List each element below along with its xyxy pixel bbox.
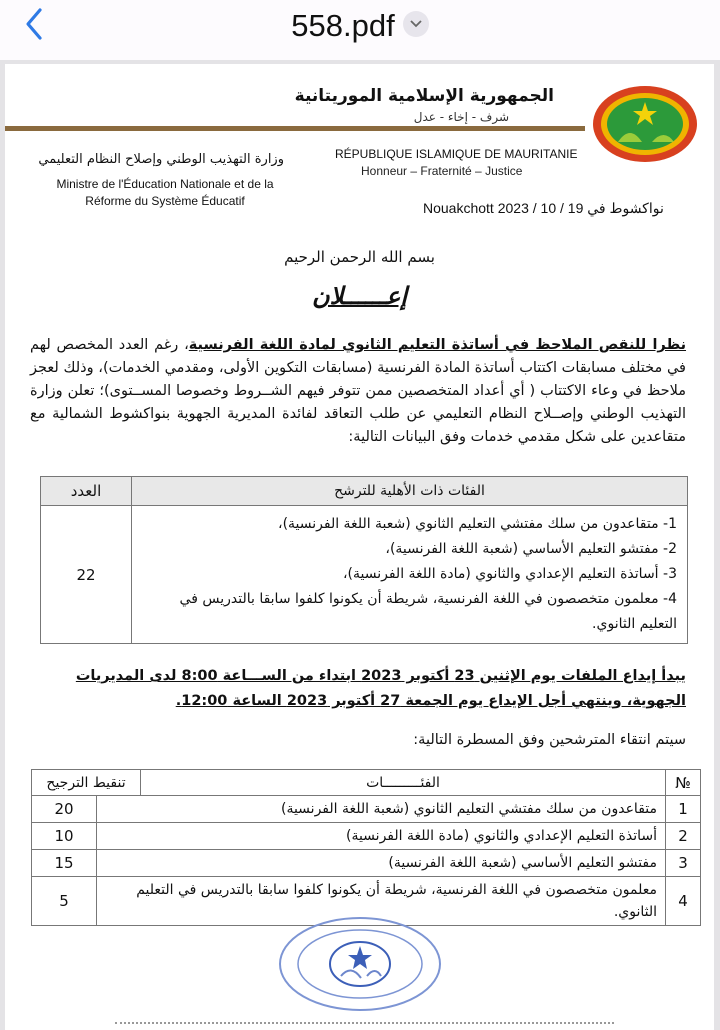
- ministry-fr-line2: Réforme du Système Éducatif: [85, 194, 245, 208]
- document-viewport[interactable]: [0, 60, 720, 1030]
- row-category: متقاعدون من سلك مفتشي التعليم الثانوي (شعبة اللغة الفرنسية): [97, 796, 666, 823]
- signature-line: [115, 1022, 614, 1024]
- header-count: العدد: [41, 477, 132, 506]
- viewer-toolbar: [0, 0, 720, 58]
- ministry-fr-line1: Ministre de l'Éducation Nationale et de la: [56, 177, 274, 191]
- header-num: №: [666, 770, 701, 796]
- table-header-row: [41, 477, 688, 506]
- basmala: بسم الله الرحمن الرحيم: [284, 248, 435, 266]
- document-heading: [5, 282, 714, 310]
- pdf-page: [5, 64, 714, 1030]
- table-row: [32, 796, 701, 823]
- header-divider: [5, 126, 585, 131]
- row-num: 4: [666, 877, 701, 926]
- table-row: [32, 850, 701, 877]
- file-name: 558.pdf: [291, 7, 395, 43]
- motto-fr: Honneur – Fraternité – Justice: [361, 164, 523, 178]
- mauritania-emblem-icon: [590, 84, 700, 164]
- ministry-name-ar: وزارة التهذيب الوطني وإصلاح النظام التعليمي: [38, 152, 284, 167]
- row-num: 2: [666, 823, 701, 850]
- table-row: [41, 506, 688, 644]
- row-points: 10: [32, 823, 97, 850]
- row-category: معلمون متخصصون في اللغة الفرنسية، شريطة أن يكونوا كلفوا سابقا بالتدريس في التعليم الثانوي.: [97, 877, 666, 926]
- heading-text: إعــــــلان: [311, 282, 408, 310]
- list-item: 4- معلمون متخصصون في اللغة الفرنسية، شريطة أن يكونوا كلفوا سابقا بالتدريس في التعليم الثانوي.: [179, 591, 677, 632]
- country-name-fr: RÉPUBLIQUE ISLAMIQUE DE MAURITANIE: [335, 147, 578, 161]
- table-row: [32, 823, 701, 850]
- positions-count: 22: [41, 506, 132, 644]
- row-points: 15: [32, 850, 97, 877]
- intro-paragraph: [30, 334, 686, 449]
- intro-rest: ، رغم العدد المخصص لهم في مختلف مسابقات اكتتاب أساتذة المادة الفرنسية (مسابقات التكوين الأولى، ومقدمي الخدمات)، وذلك لعجز ملاحظ في وعاء الاكتتاب ( أي أعداد المتخصصين ممن تتوفر فيهم الشــروط وخصوصا المســتوى)؛ تعلن وزارة التهذيب الوطني وإصــلاح النظام التعليمي عن طلب التعاقد لفائدة المديرية الجهوية بنواكشوط الشمالية مع متقاعدين على شكل مقدمي خدمات وفق البيانات التالية:: [30, 337, 686, 445]
- table-header-row: [32, 770, 701, 796]
- row-category: أساتذة التعليم الإعدادي والثانوي (مادة اللغة الفرنسية): [97, 823, 666, 850]
- country-name-ar: الجمهورية الإسلامية الموريتانية: [294, 86, 554, 106]
- row-category: مفتشو التعليم الأساسي (شعبة اللغة الفرنسية): [97, 850, 666, 877]
- selection-intro: سيتم انتقاء المترشحين وفق المسطرة التالية:: [413, 732, 686, 748]
- header-categories: الفئات ذات الأهلية للترشح: [132, 477, 688, 506]
- eligible-categories: [132, 506, 688, 644]
- row-num: 1: [666, 796, 701, 823]
- ministry-stamp-icon: [275, 914, 445, 1014]
- list-item: 2- مفتشو التعليم الأساسي (شعبة اللغة الفرنسية)،: [385, 541, 677, 557]
- eligibility-table: [40, 476, 688, 644]
- header-points: تنقيط الترجيح: [32, 770, 141, 796]
- submission-schedule: يبدأ إيداع الملفات يوم الإثنين 23 أكتوبر 2023 ابتداء من الســـاعة 8:00 لدى المديريات الجهوية، وينتهي أجل الإيداع يوم الجمعة 27 أكتوبر 2023 الساعة 12:00.: [75, 668, 686, 709]
- file-title[interactable]: [0, 6, 720, 44]
- scoring-table: [31, 769, 701, 926]
- motto-ar: شرف - إخاء - عدل: [413, 110, 509, 124]
- ministry-name-fr: [35, 176, 295, 210]
- row-points: 5: [32, 877, 97, 926]
- document-date: نواكشوط في 19 / 10 / 2023 Nouakchott: [423, 200, 664, 216]
- header-categories: الفئـــــــــات: [141, 770, 666, 796]
- intro-underlined: نظرا للنقص الملاحظ في أساتذة التعليم الثانوي لمادة اللغة الفرنسية: [188, 337, 687, 353]
- chevron-down-icon: [410, 19, 422, 29]
- row-points: 20: [32, 796, 97, 823]
- list-item: 1- متقاعدون من سلك مفتشي التعليم الثانوي (شعبة اللغة الفرنسية)،: [278, 516, 677, 532]
- list-item: 3- أساتذة التعليم الإعدادي والثانوي (مادة اللغة الفرنسية)،: [343, 566, 677, 582]
- row-num: 3: [666, 850, 701, 877]
- file-menu-button[interactable]: [403, 11, 429, 37]
